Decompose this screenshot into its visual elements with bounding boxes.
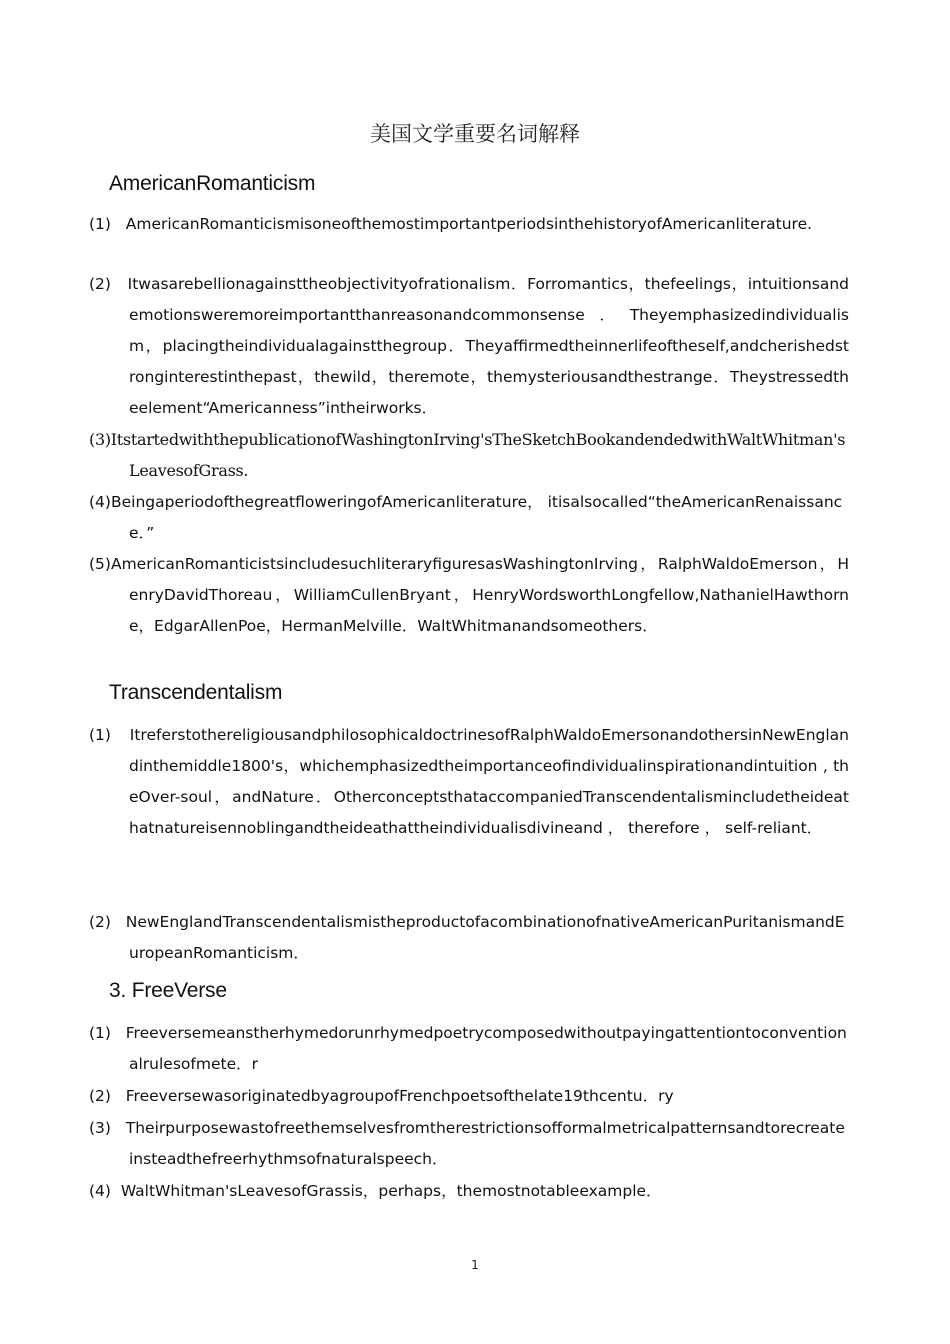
list-item <box>89 1081 849 1112</box>
item-number: (5) <box>89 555 111 573</box>
item-number: (1) <box>89 1024 111 1042</box>
item-text: Itwasarebellionagainsttheobjectivityofrationalism．Forromantics，thefeelings，intuitionsandemotionsweremoreimportantthanreasonandcommonsense．Theyemphasizedindividualism，placingtheindividualagainstthegroup．Theyaffirmedtheinnerlifeoftheself,andcherishedstronginterestinthepast，thewild，theremote，themysteriousandthestrange．Theystressedtheelement“Americanness”intheirworks． <box>127 275 850 417</box>
item-number: (2) <box>89 913 111 931</box>
item-number: (4) <box>89 493 111 511</box>
page-number: 1 <box>471 1258 479 1272</box>
list-item <box>89 720 849 844</box>
item-number: (1) <box>89 215 111 233</box>
list-item <box>89 269 850 424</box>
section-heading-transcendentalism: Transcendentalism <box>109 681 283 704</box>
list-item <box>89 424 849 486</box>
item-number: (1) <box>89 726 111 744</box>
list-item <box>89 1113 849 1175</box>
list-item <box>89 1018 849 1080</box>
list-item <box>89 211 849 238</box>
list-item <box>89 1176 849 1207</box>
page-title: 美国文学重要名词解释 <box>370 122 580 146</box>
section-heading-free-verse: 3. FreeVerse <box>109 979 227 1002</box>
item-text: WaltWhitman'sLeavesofGrassis，perhaps，themostnotableexample． <box>120 1182 662 1200</box>
list-item <box>89 549 849 642</box>
item-text: NewEnglandTranscendentalismistheproductofacombinationofnativeAmericanPuritanismandEuropeanRomanticism． <box>125 913 845 962</box>
item-number: (3) <box>89 430 111 449</box>
item-text: ItreferstothereligiousandphilosophicaldoctrinesofRalphWaldoEmersonandothersinNewEnglandinthemiddle1800's，whichemphasizedtheimportanceofindividualinspirationandintuition , theOver-soul，andNature．OtherconceptsthataccompaniedTranscendentalismincludetheideathatnatureisennoblingandtheideathattheindividualisdivineand ， therefore ， self-reliant． <box>129 726 849 837</box>
item-text: AmericanRomanticistsincludesuchliteraryfiguresasWashingtonIrving，RalphWaldoEmerson，HenryDavidThoreau，WilliamCullenBryant，HenryWordsworthLongfellow,NathanielHawthorne，EdgarAllenPoe，HermanMelville．WaltWhitmanandsomeothers． <box>110 555 849 635</box>
section-heading-american-romanticism: AmericanRomanticism <box>109 172 316 195</box>
item-number: (2) <box>89 275 111 293</box>
item-text: Theirpurposewastofreethemselvesfromtherestrictionsofformalmetricalpatternsandtorecreateinsteadthefreerhythmsofnaturalspeech． <box>125 1119 845 1168</box>
item-number: (2) <box>89 1087 111 1105</box>
list-item <box>89 907 849 969</box>
item-text: Freeversemeanstherhymedorunrhymedpoetrycomposedwithoutpayingattentiontoconventionalrulesofmete．r <box>125 1024 847 1073</box>
item-text: Beingaperiodofthegreatfloweringof​Americanliterature， itisalsocalled“theAmericanRenaissance．” <box>110 493 843 542</box>
list-item <box>89 487 849 549</box>
item-number: (4) <box>89 1182 111 1200</box>
item-text: AmericanRomanticismisoneofthemostimportantperiodsinthehistoryofAmericanliterature. <box>125 215 813 233</box>
item-text: FreeversewasoriginatedbyagroupofFrenchpoetsofthelate19thcentu．ry <box>125 1087 674 1105</box>
item-number: (3) <box>89 1119 111 1137</box>
item-text: ItstartedwiththepublicationofWashingtonIrving'sTheSketchBookandendedwithWaltWhitman'sLeavesofGrass. <box>110 430 846 480</box>
